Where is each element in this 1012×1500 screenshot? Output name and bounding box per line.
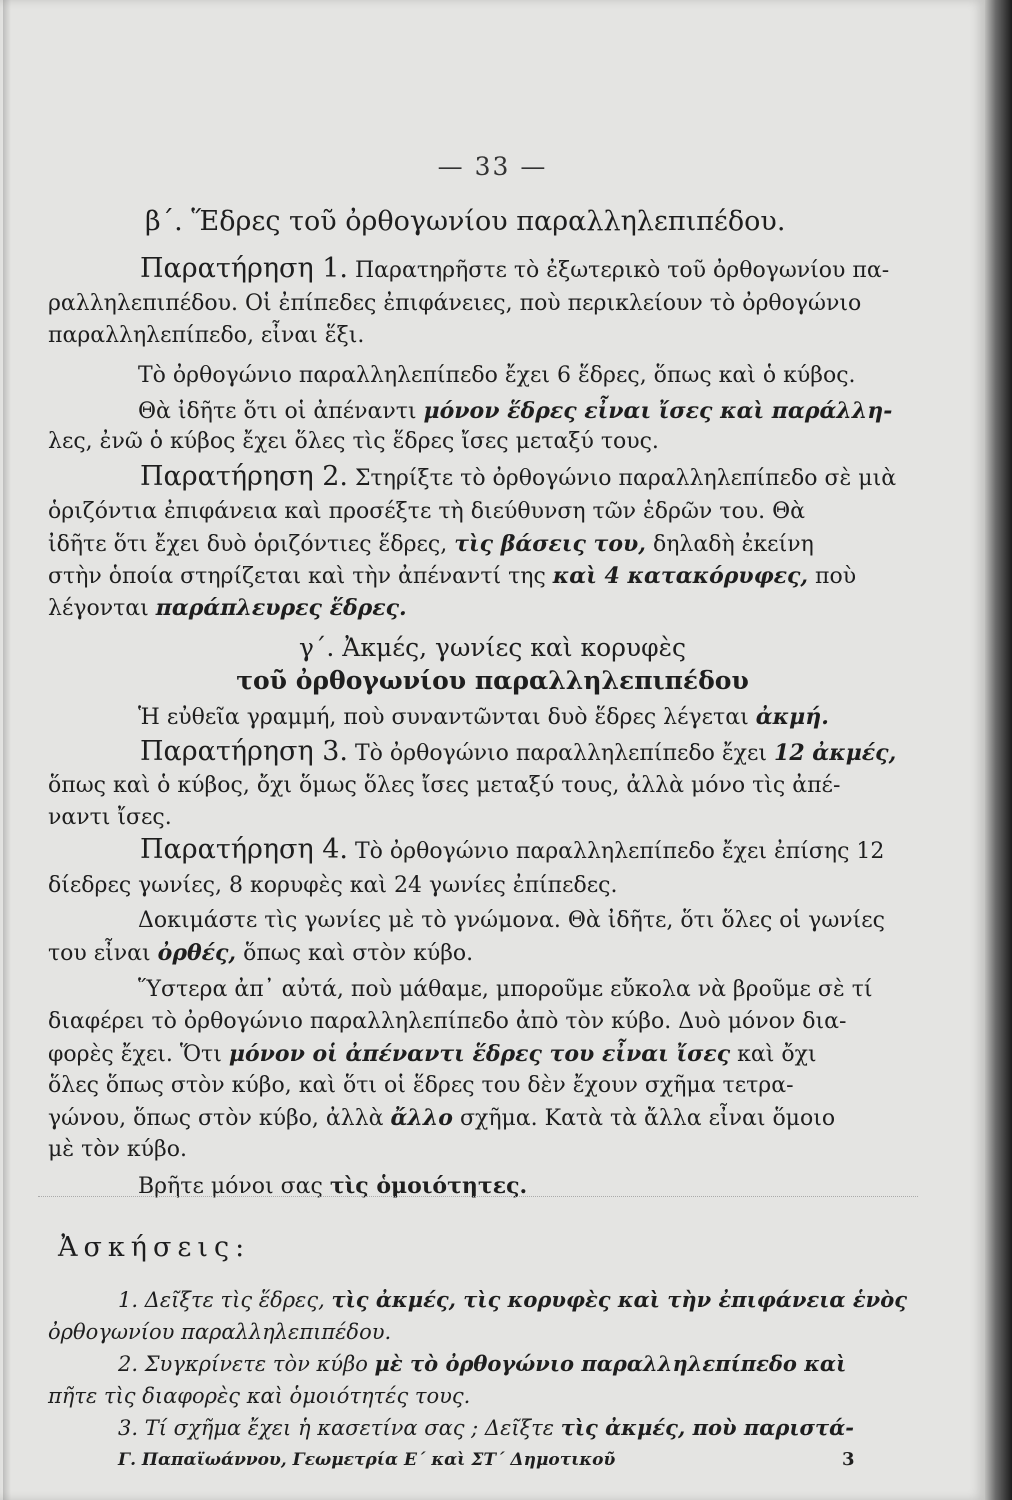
ex1-emph: τὶς ἀκμές, τὶς κορυφὲς καὶ τὴν ἐπιφάνεια ἑνὸς — [331, 1287, 908, 1312]
para2-line4 — [48, 562, 856, 591]
see-line2: λες, ἐνῶ ὁ κύβος ἔχει ὅλες τὶς ἕδρες ἴσες μεταξύ τους. — [48, 429, 659, 454]
after-line6: μὲ τὸν κύβο. — [48, 1137, 187, 1162]
para1-label: Παρατήρηση 1. — [140, 253, 348, 284]
edge-def-pre: Ἡ εὐθεῖα γραμμή, ποὺ συναντῶνται δυὸ ἕδρες λέγεται — [138, 705, 749, 730]
exercise-1-line2: ὀρθογωνίου παραλληλεπιπέδου. — [48, 1320, 392, 1344]
exercise-2-line1 — [118, 1350, 846, 1378]
after-line4: ὅλες ὅπως στὸν κύβο, καὶ ὅτι οἱ ἕδρες του δὲν ἔχουν σχῆμα τετρα- — [48, 1073, 794, 1098]
try-line1: Δοκιμάστε τὶς γωνίες μὲ τὸ γνώμονα. Θὰ ἰδῆτε, ὅτι ὅλες οἱ γωνίες — [138, 908, 885, 933]
para2-text1: Στηρίξτε τὸ ὀρθογώνιο παραλληλεπίπεδο σὲ μιὰ — [355, 466, 897, 491]
para2-l4-post: ποὺ — [815, 564, 857, 589]
after-l5-post: σχῆμα. Κατὰ τὰ ἄλλα εἶναι ὅμοιο — [459, 1106, 836, 1131]
page-number: — 33 — — [437, 152, 548, 181]
six-faces-line: Τὸ ὀρθογώνιο παραλληλεπίπεδο ἔχει 6 ἕδρες, ὅπως καὶ ὁ κύβος. — [138, 363, 856, 388]
para1-line3: παραλληλεπίπεδο, εἶναι ἕξι. — [48, 323, 365, 348]
see-emph: μόνον ἕδρες εἶναι ἴσες καὶ παράλλη- — [423, 398, 893, 424]
para4-line1 — [140, 836, 884, 866]
para4-label: Παρατήρηση 4. — [140, 834, 348, 865]
after-l3-pre: φορὲς ἔχει. Ὅτι — [48, 1042, 222, 1067]
edge-definition — [138, 703, 829, 732]
para4-text1: Τὸ ὀρθογώνιο παραλληλεπίπεδο ἔχει ἐπίσης 12 — [355, 839, 885, 864]
section-b-title: β΄. Ἕδρες τοῦ ὀρθογωνίου παραλληλεπιπέδου. — [145, 206, 786, 237]
para2-line2: ὁριζόντια ἐπιφάνεια καὶ προσέξτε τὴ διεύθυνση τῶν ἑδρῶν του. Θὰ — [48, 499, 805, 524]
para2-l3-pre: ἰδῆτε ὅτι ἔχει δυὸ ὁριζόντιες ἕδρες, — [48, 532, 448, 557]
para4-line2: δίεδρες γωνίες, 8 κορυφὲς καὶ 24 γωνίες ἐπίπεδες. — [48, 873, 618, 898]
section-c-title-line1: γ΄. Ἀκμές, γωνίες καὶ κορυφὲς — [298, 633, 687, 662]
try-l2-pre: του εἶναι — [48, 941, 151, 966]
see-pre: Θὰ ἰδῆτε ὅτι οἱ ἀπέναντι — [138, 399, 417, 424]
edge-def-emph: ἀκμή. — [755, 704, 829, 730]
after-line3 — [48, 1040, 817, 1069]
page-stain — [3, 0, 11, 1500]
para2-label: Παρατήρηση 2. — [140, 461, 348, 492]
para2-l3-post: δηλαδὴ ἐκείνη — [652, 532, 814, 557]
after-l5-emph: ἄλλο — [390, 1105, 453, 1131]
para3-line2: ὅπως καὶ ὁ κύβος, ὄχι ὅμως ὅλες ἴσες μεταξύ τους, ἀλλὰ μόνο τὶς ἀπέ- — [48, 773, 841, 798]
try-line2 — [48, 939, 473, 968]
after-l3-post: καὶ ὄχι — [737, 1042, 817, 1067]
footer-signature: 3 — [842, 1449, 855, 1470]
para2-line3 — [48, 530, 814, 559]
exercise-2-line2: πῆτε τὶς διαφορὲς καὶ ὁμοιότητές τους. — [48, 1384, 471, 1408]
para3-l1-emph: 12 ἀκμές, — [774, 740, 897, 766]
exercises-heading: Ἀσκήσεις: — [58, 1232, 251, 1263]
para2-line5 — [48, 594, 407, 623]
exercise-1-line1 — [118, 1286, 907, 1314]
para1-line2: ραλληλεπιπέδου. Οἱ ἐπίπεδες ἐπιφάνειες, ποὺ περικλείουν τὸ ὀρθογώνιο — [48, 291, 862, 316]
para3-label: Παρατήρηση 3. — [140, 736, 348, 767]
para3-line3: ναντι ἴσες. — [48, 805, 172, 830]
footer-credit: Γ. Παπαϊωάννου, Γεωμετρία Ε΄ καὶ ΣΤ΄ Δημοτικοῦ — [118, 1450, 616, 1470]
book-edge — [985, 0, 1012, 1500]
find-emph: τὶς ὁμοιότητες. — [329, 1173, 528, 1199]
para3-l1-pre: Τὸ ὀρθογώνιο παραλληλεπίπεδο ἔχει — [355, 741, 768, 766]
para2-line1 — [140, 463, 896, 493]
try-l2-emph: ὀρθές, — [157, 940, 237, 966]
section-c-title-line2: τοῦ ὀρθογωνίου παραλληλεπιπέδου — [236, 666, 749, 695]
find-pre: Βρῆτε μόνοι σας — [138, 1174, 323, 1199]
after-l5-pre: γώνου, ὅπως στὸν κύβο, ἀλλὰ — [48, 1106, 384, 1131]
para1-text1: Παρατηρῆστε τὸ ἐξωτερικὸ τοῦ ὀρθογωνίου πα- — [355, 258, 890, 283]
see-line1 — [138, 397, 892, 426]
para2-l5-pre: λέγονται — [48, 596, 149, 621]
ex1-pre: 1. Δεῖξτε τὶς ἕδρες, — [118, 1288, 325, 1312]
ex3-pre: 3. Τί σχῆμα ἔχει ἡ κασετίνα σας ; Δεῖξτε — [118, 1416, 555, 1440]
ex2-emph: μὲ τὸ ὀρθογώνιο παραλληλεπίπεδο καὶ — [374, 1351, 847, 1376]
para3-line1 — [140, 738, 896, 768]
after-line1: Ὕστερα ἀπ᾿ αὐτά, ποὺ μάθαμε, μποροῦμε εὔκολα νὰ βροῦμε σὲ τί — [138, 977, 873, 1002]
after-l3-emph: μόνον οἱ ἀπέναντι ἕδρες του εἶναι ἴσες — [228, 1041, 731, 1067]
para2-l3-emph: τὶς βάσεις του, — [454, 531, 646, 557]
ex3-emph: τὶς ἀκμές, ποὺ παριστά- — [560, 1415, 854, 1440]
section-divider — [38, 1196, 918, 1198]
after-line5 — [48, 1104, 835, 1133]
para1-line1 — [140, 255, 889, 285]
para2-l4-emph: καὶ 4 κατακόρυφες, — [552, 563, 809, 589]
try-l2-post: ὅπως καὶ στὸν κύβο. — [243, 941, 474, 966]
ex2-pre: 2. Συγκρίνετε τὸν κύβο — [118, 1352, 368, 1376]
para2-l4-pre: στὴν ὁποία στηρίζεται καὶ τὴν ἀπέναντί της — [48, 564, 546, 589]
after-line2: διαφέρει τὸ ὀρθογώνιο παραλληλεπίπεδο ἀπὸ τὸν κύβο. Δυὸ μόνον δια- — [48, 1009, 847, 1034]
para2-l5-emph: παράπλευρες ἕδρες. — [155, 595, 407, 621]
exercise-3-line1 — [118, 1414, 854, 1442]
